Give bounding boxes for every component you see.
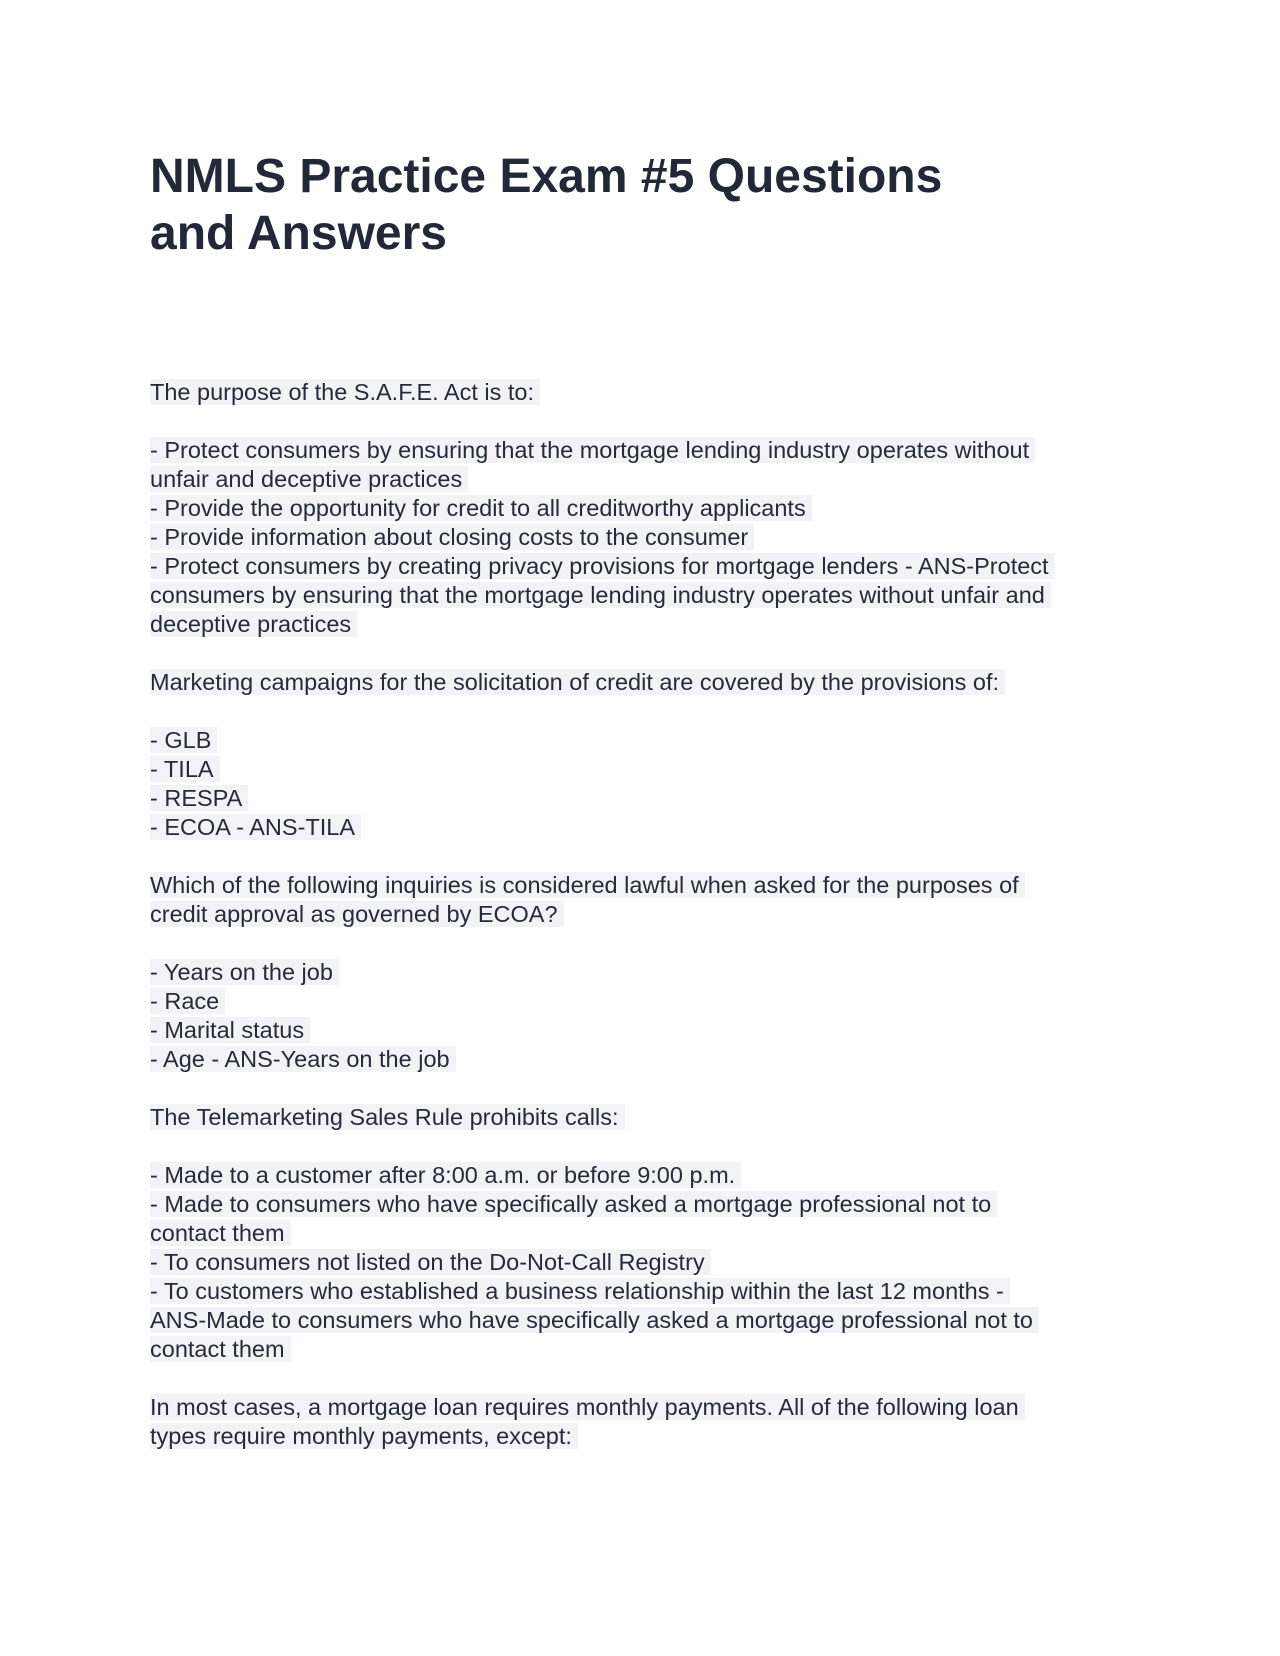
- question-line: credit approval as governed by ECOA?: [150, 901, 564, 927]
- page-title: [150, 148, 1050, 262]
- answer-line: - Protect consumers by creating privacy provisions for mortgage lenders - ANS-Protect: [150, 553, 1055, 579]
- answer-line: - Years on the job: [150, 959, 339, 985]
- question-line: types require monthly payments, except:: [150, 1423, 578, 1449]
- answer-line: - RESPA: [150, 785, 248, 811]
- question-text: [150, 1393, 1130, 1451]
- answer-line: - Race: [150, 988, 225, 1014]
- answer-line: unfair and deceptive practices: [150, 466, 468, 492]
- answer-line: contact them: [150, 1336, 291, 1362]
- answer-line: contact them: [150, 1220, 291, 1246]
- answer-line: deceptive practices: [150, 611, 357, 637]
- question-line: In most cases, a mortgage loan requires monthly payments. All of the following loan: [150, 1394, 1025, 1420]
- question-line: Marketing campaigns for the solicitation of credit are covered by the provisions of:: [150, 669, 1005, 695]
- answer-options: [150, 1161, 1130, 1364]
- question-text: [150, 668, 1130, 697]
- answer-options: [150, 436, 1130, 639]
- answer-line: - TILA: [150, 756, 220, 782]
- question-line: The purpose of the S.A.F.E. Act is to:: [150, 379, 540, 405]
- question-list: [150, 378, 1130, 1480]
- answer-line: - To customers who established a business relationship within the last 12 months -: [150, 1278, 1010, 1304]
- answer-options: [150, 726, 1130, 842]
- answer-line: ANS-Made to consumers who have specifically asked a mortgage professional not to: [150, 1307, 1039, 1333]
- answer-line: - Marital status: [150, 1017, 310, 1043]
- answer-line: consumers by ensuring that the mortgage lending industry operates without unfair and: [150, 582, 1051, 608]
- answer-line: - Made to consumers who have specifically asked a mortgage professional not to: [150, 1191, 997, 1217]
- answer-options: [150, 958, 1130, 1074]
- answer-line: - ECOA - ANS-TILA: [150, 814, 361, 840]
- question-text: [150, 378, 1130, 407]
- question-line: The Telemarketing Sales Rule prohibits calls:: [150, 1104, 625, 1130]
- question-text: [150, 1103, 1130, 1132]
- answer-line: - Provide information about closing costs to the consumer: [150, 524, 754, 550]
- answer-line: - Made to a customer after 8:00 a.m. or before 9:00 p.m.: [150, 1162, 741, 1188]
- answer-line: - Provide the opportunity for credit to all creditworthy applicants: [150, 495, 812, 521]
- answer-line: - Protect consumers by ensuring that the mortgage lending industry operates without: [150, 437, 1035, 463]
- title-line: NMLS Practice Exam #5 Questions: [150, 150, 943, 203]
- title-line: and Answers: [150, 207, 447, 260]
- answer-line: - To consumers not listed on the Do-Not-Call Registry: [150, 1249, 711, 1275]
- answer-line: - Age - ANS-Years on the job: [150, 1046, 456, 1072]
- answer-line: - GLB: [150, 727, 217, 753]
- question-text: [150, 871, 1130, 929]
- question-line: Which of the following inquiries is considered lawful when asked for the purposes of: [150, 872, 1025, 898]
